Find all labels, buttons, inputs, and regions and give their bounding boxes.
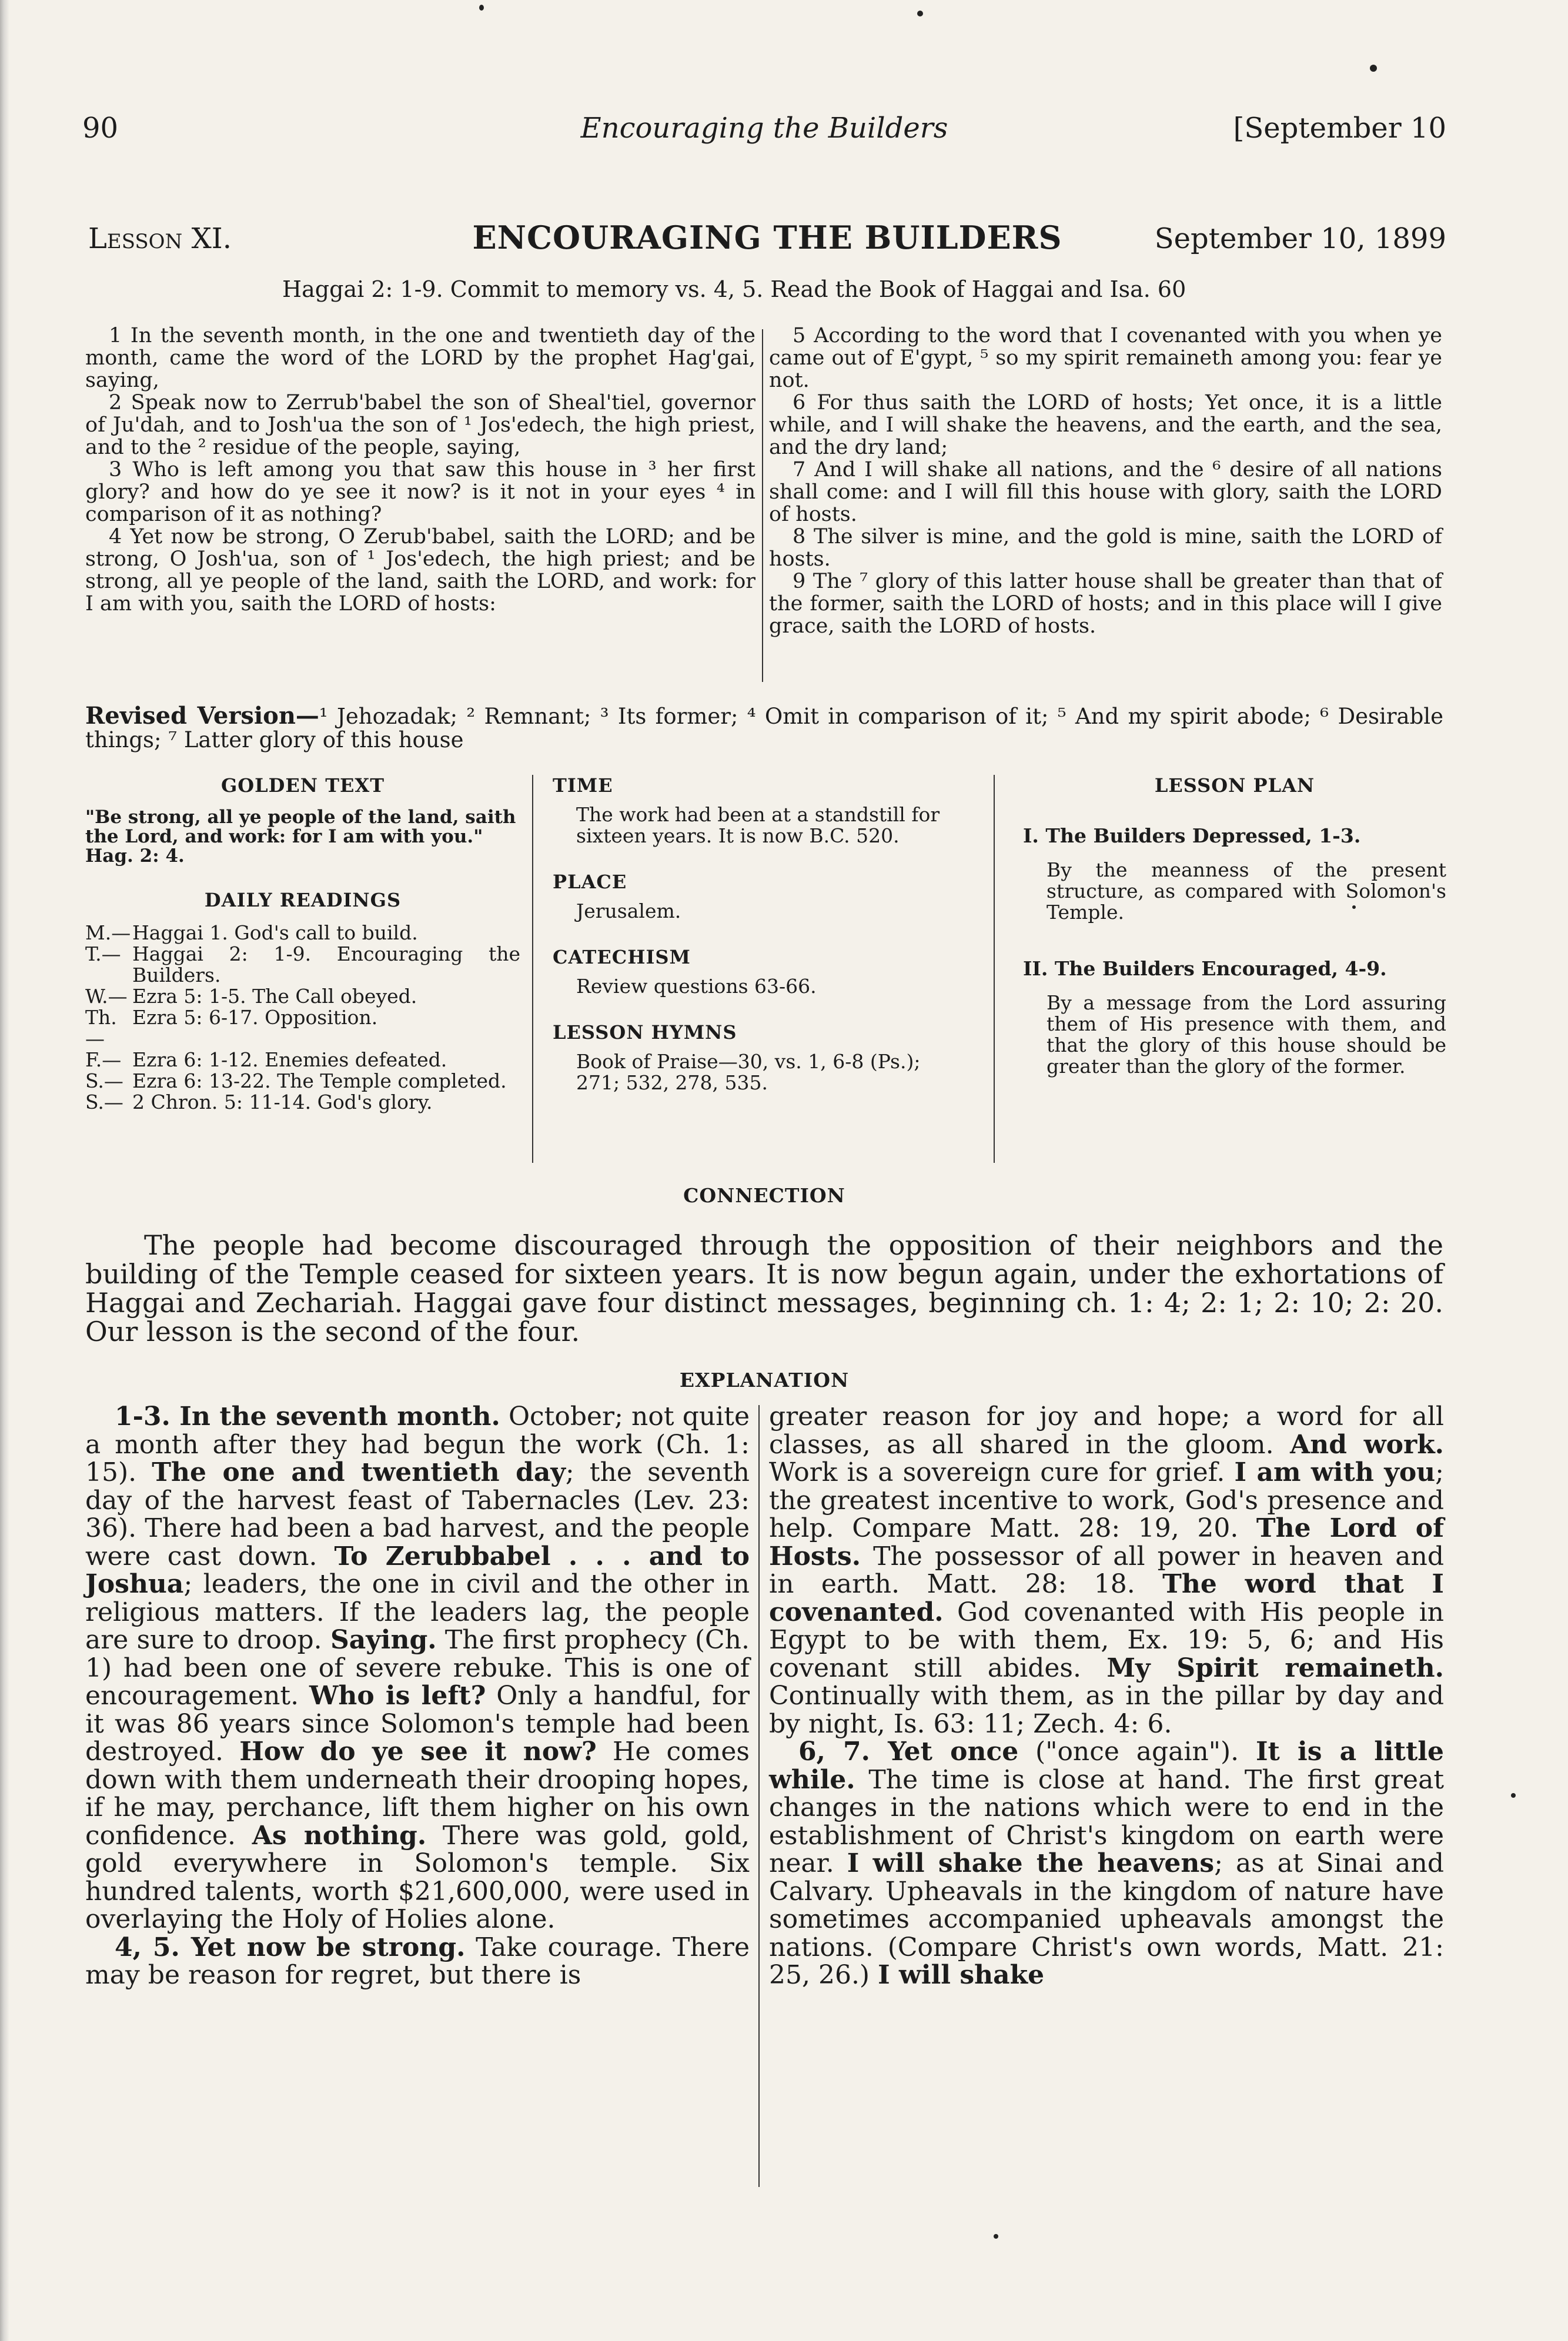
daily-readings-heading: DAILY READINGS	[204, 889, 402, 911]
lesson-date: September 10, 1899	[1154, 222, 1446, 255]
plan-item-head: I. The Builders Depressed, 1-3.	[1023, 824, 1361, 847]
verse: 9 The ⁷ glory of this latter house shall be greater than that of the former, saith the LORD of hosts; and in this place will I give grace, saith the LORD of hosts.	[769, 570, 1442, 638]
scan-speck	[1352, 905, 1356, 909]
catechism-heading: CATECHISM	[553, 946, 691, 968]
lesson-title-line	[88, 219, 1446, 260]
daily-readings-list	[85, 922, 520, 1113]
running-header	[82, 106, 1446, 153]
verse: 5 According to the word that I covenanted with you when ye came out of E'gypt, ⁵ so my spirit remaineth among you: fear ye not.	[769, 324, 1442, 392]
running-title: Encouraging the Builders	[580, 112, 948, 145]
revised-version-text: ¹ Jehozadak; ² Remnant; ³ Its former; ⁴ Omit in comparison of it; ⁵ And my spirit abode; ⁶ Desirable things; ⁷ Latter glory of this house	[85, 704, 1443, 753]
column-divider	[758, 1405, 760, 2187]
golden-text-box	[85, 775, 520, 1113]
verse: 1 In the seventh month, in the one and twentieth day of the month, came the word of the LORD by the prophet Hag'gai, saying,	[85, 324, 755, 392]
list-item: S.— Ezra 6: 13-22. The Temple completed.	[85, 1069, 507, 1092]
list-item: W.— Ezra 5: 1-5. The Call obeyed.	[85, 985, 417, 1008]
revised-version-label: Revised Version—	[85, 702, 319, 730]
plan-item-body: By a message from the Lord assuring them of His presence with them, and that the glory of this house should be greater than the glory of the former.	[1047, 991, 1446, 1078]
lesson-plan-column	[1023, 775, 1446, 1112]
lesson-plan-heading: LESSON PLAN	[1154, 774, 1315, 797]
explanation-heading: EXPLANATION	[679, 1369, 850, 1392]
scripture-left-column	[85, 325, 755, 615]
explanation-right-column	[769, 1403, 1444, 1989]
lesson-title: ENCOURAGING THE BUILDERS	[472, 219, 1062, 256]
column-divider	[532, 775, 533, 1163]
list-item: S.— 2 Chron. 5: 11-14. God's glory.	[85, 1091, 433, 1113]
connection-heading: CONNECTION	[683, 1184, 845, 1207]
binding-edge-shadow	[0, 0, 9, 2341]
revised-version	[85, 704, 1443, 752]
running-date: [September 10	[1233, 112, 1446, 145]
explanation-left-column	[85, 1403, 750, 1989]
verse: 4 Yet now be strong, O Zerub'babel, saith the LORD; and be strong, O Josh'ua, son of ¹ Jos'edech, the high priest; and be strong, all ye people of the land, saith the LORD, and work: for I am with you, saith the LORD of hosts:	[85, 525, 755, 616]
lesson-number: Lesson XI.	[88, 222, 232, 255]
plan-item-head: II. The Builders Encouraged, 4-9.	[1023, 957, 1387, 980]
time-text: The work had been at a standstill for sixteen years. It is now B.C. 520.	[576, 803, 940, 847]
hymns-text: Book of Praise—30, vs. 1, 6-8 (Ps.); 271; 532, 278, 535.	[576, 1050, 921, 1094]
list-item: Th.— Ezra 5: 6-17. Opposition.	[85, 1006, 378, 1050]
time-heading: TIME	[553, 774, 613, 797]
explanation-paragraph: 6, 7. Yet once ("once again"). It is a little while. The time is close at hand. The first great changes in the nations which were to end in the establishment of Christ's kingdom on earth were near. I will shake the heavens; as at Sinai and Calvary. Upheavals in the kingdom of nature have sometimes accompanied upheavals amongst the nations. (Compare Christ's own words, Matt. 21: 25, 26.) I will shake	[769, 1737, 1445, 1990]
time-place-column	[553, 775, 941, 1093]
golden-text-heading: GOLDEN TEXT	[220, 774, 385, 797]
connection-text: The people had become discouraged through the opposition of their neighbors and the building of the Temple ceased for sixteen years. It is now begun again, under the exhortations of Haggai and Zechariah. Haggai gave four distinct messages, beginning ch. 1: 4; 2: 1; 2: 10; 2: 20. Our lesson is the second of the four.	[85, 1229, 1443, 1347]
list-item: M.— Haggai 1. God's call to build.	[85, 921, 418, 944]
place-text: Jerusalem.	[576, 899, 681, 922]
verse: 8 The silver is mine, and the gold is mine, saith the LORD of hosts.	[769, 525, 1442, 571]
verse: 6 For thus saith the LORD of hosts; Yet once, it is a little while, and I will shake the heavens, and the earth, and the sea, and the dry land;	[769, 391, 1442, 459]
verse: 2 Speak now to Zerrub'babel the son of Sheal'tiel, governor of Ju'dah, and to Josh'ua the son of ¹ Jos'edech, the high priest, and to the ² residue of the people, saying,	[85, 391, 755, 459]
scan-speck	[1511, 1793, 1516, 1798]
golden-text: "Be strong, all ye people of the land, saith the Lord, and work: for I am with you." Hag. 2: 4.	[85, 807, 516, 867]
verse: 3 Who is left among you that saw this house in ³ her first glory? and how do ye see it now? is it not in your eyes ⁴ in comparison of it as nothing?	[85, 458, 755, 526]
commit-line: Haggai 2: 1-9. Commit to memory vs. 4, 5. Read the Book of Haggai and Isa. 60	[282, 276, 1186, 302]
explanation-paragraph: 4, 5. Yet now be strong. Take courage. There may be reason for regret, but there is	[85, 1932, 750, 1990]
column-divider	[994, 775, 995, 1163]
verse: 7 And I will shake all nations, and the ⁶ desire of all nations shall come: and I will fill this house with glory, saith the LORD of hosts.	[769, 458, 1442, 526]
list-item: F.— Ezra 6: 1-12. Enemies defeated.	[85, 1048, 447, 1071]
explanation-paragraph: 1-3. In the seventh month. October; not quite a month after they had begun the work (Ch. 1: 15). The one and twentieth day; the seventh day of the harvest feast of Tabernacles (Lev. 23: 36). There had been a bad harvest, and the people were cast down. To Zerubbabel . . . and to Joshua; leaders, the one in civil and the other in religious matters. If the leaders lag, the people are sure to droop. Saying. The first prophecy (Ch. 1) had been one of severe rebuke. This is one of encouragement. Who is left? Only a handful, for it was 86 years since Solomon's temple had been destroyed. How do ye see it now? He comes down with them underneath their drooping hopes, if he may, perchance, lift them higher on his own confidence. As nothing. There was gold, gold, gold everywhere in Solomon's temple. Six hundred talents, worth $21,600,000, were used in overlaying the Holy of Holies alone.	[85, 1402, 750, 1934]
plan-item-body: By the meanness of the present structure, as compared with Solomon's Temple.	[1047, 858, 1446, 924]
page-number: 90	[82, 112, 119, 145]
scan-speck	[1370, 65, 1377, 72]
scan-speck	[994, 2234, 998, 2239]
hymns-heading: LESSON HYMNS	[553, 1021, 737, 1044]
column-divider	[762, 329, 763, 682]
scripture-right-column	[769, 325, 1442, 637]
connection-text-block	[85, 1231, 1443, 1346]
catechism-text: Review questions 63-66.	[576, 975, 817, 998]
list-item: T.— Haggai 2: 1-9. Encouraging the Builders.	[85, 942, 520, 986]
place-heading: PLACE	[553, 871, 627, 893]
scan-speck	[479, 5, 484, 11]
scan-speck	[917, 11, 923, 16]
explanation-paragraph: greater reason for joy and hope; a word for all classes, as all shared in the gloom. And work. Work is a sovereign cure for grief. I am with you; the greatest incentive to work, God's presence and help. Compare Matt. 28: 19, 20. The Lord of Hosts. The possessor of all power in heaven and in earth. Matt. 28: 18. The word that I covenanted. God covenanted with His people in Egypt to be with them, Ex. 19: 5, 6; and His covenant still abides. My Spirit remaineth. Continually with them, as in the pillar by day and by night, Is. 63: 11; Zech. 4: 6.	[769, 1402, 1445, 1739]
